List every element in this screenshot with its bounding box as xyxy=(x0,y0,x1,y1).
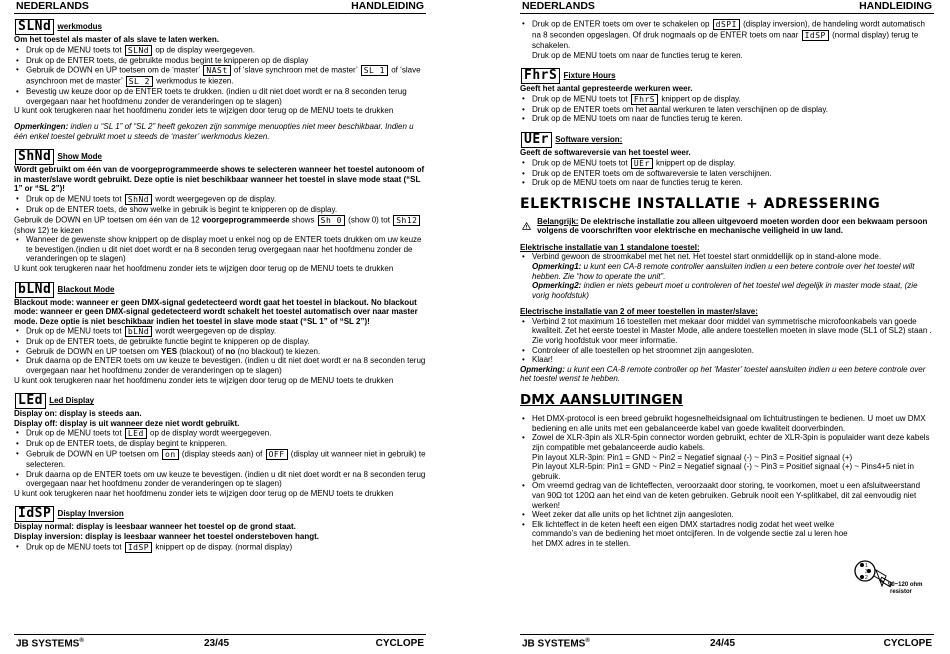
right-content xyxy=(520,19,934,549)
list-item: • Druk op de ENTER toets, de show welke in gebruik is begint te knipperen op de display. xyxy=(26,205,426,215)
list-item: • Druk op de ENTER toets om het aantal werkuren te laten verschijnen op de display. xyxy=(532,105,934,115)
list-item: • Druk op de MENU toets tot IdSP knippert op de dispay. (normal display) xyxy=(26,542,426,553)
page-footer xyxy=(14,634,426,652)
list-item: • Druk op de MENU toets om naar de functies terug te keren. xyxy=(532,178,934,188)
list-item: • Druk op de MENU toets tot LEd op de display wordt weergegeven. xyxy=(26,428,426,439)
bullet-list xyxy=(14,45,426,107)
lcd-icon: SLNd xyxy=(125,45,152,56)
list-item: • Controleer of alle toestellen op het stroomnet zijn aangesloten. xyxy=(532,346,934,356)
chapter-heading: ELEKTRISCHE INSTALLATIE + ADRESSERING xyxy=(520,195,881,212)
list-item: • Klaar! xyxy=(532,355,934,365)
lcd-icon: ShNd xyxy=(125,194,152,205)
list-item: • Het DMX-protocol is een breed gebruikt hogesnelheidsignaal om lichtuitrustingen te bedienen. U moet uw DMX bediening en alle units met een gebalanceerde kabel van goede kwaliteit doorverbinden. xyxy=(532,414,934,433)
section-title: Led Display xyxy=(49,396,95,406)
left-content xyxy=(14,19,426,553)
remark: Opmerking: u kunt een CA-8 remote controller op het ‘Master’ toestel aansluiten indien u een betere controle over het toestel wenst te hebben. xyxy=(520,364,926,384)
bullet-list xyxy=(14,542,426,553)
section-intro: Blackout mode: wanneer er geen DMX-signal gedetecteerd wordt gaat het toestel in blackout. No blackout mode: wanneer er geen DMX-signal gedetecteerd wordt schakelt het toestel automatisch over naar master mode. Deze optie is niet beschikbaar indien het toestel in slave mode staat (“SL 1” of “SL 2”)! xyxy=(14,297,418,326)
lcd-icon: LEd xyxy=(15,393,46,409)
section-intro: Geeft het aantal gepresteerde werkuren weer. xyxy=(520,84,693,94)
right-page xyxy=(520,0,934,654)
page-footer xyxy=(520,634,934,652)
section-title: Blackout Mode xyxy=(57,284,115,294)
list-item: • Druk daarna op de ENTER toets om uw keuze te bevestigen. (indien u dit niet doet wordt er na 8 seconden terug overgegaan naar het hoofdmenu zonder de veranderingen op te slagen) xyxy=(26,470,426,489)
list-item: • Druk op de ENTER toets om over te schakelen op dSPI (display inversion), de handeling wordt automatisch na 8 seconden opgeslagen. Of druk nogmaals op de ENTER toets om naar IdSP (normal display) terug te schakelen. Druk op de MENU toets om naar de functies terug te keren. xyxy=(532,19,934,60)
lcd-icon: on xyxy=(162,449,179,460)
section-fixture-hours xyxy=(520,68,934,124)
list-item: • Druk op de MENU toets tot UEr knippert op de display. xyxy=(532,158,934,169)
list-item: • Druk op de MENU toets tot ShNd wordt weergegeven op de display. xyxy=(26,194,426,205)
list-item: • Druk op de MENU toets tot SLNd op de display weergegeven. xyxy=(26,45,426,56)
list-item: • Elk lichteffect in de keten heeft een eigen DMX startadres nodig zodat het weet welke commando’s van de bediening het moet ontcijferen. In de volgende sectie zal u leren hoe het DMX adres in te stellen. xyxy=(532,520,934,549)
section-title: Software version: xyxy=(555,135,623,145)
section-master-slave xyxy=(520,307,934,384)
footer-model: CYCLOPE xyxy=(883,638,932,649)
header-language: NEDERLANDS xyxy=(522,0,595,12)
footer-brand: JB SYSTEMS® xyxy=(16,638,84,650)
lcd-icon: UEr xyxy=(521,132,552,148)
lcd-icon: LEd xyxy=(125,428,147,439)
bullet-list xyxy=(14,194,426,215)
section-werkmodus xyxy=(14,19,426,141)
footer-model: CYCLOPE xyxy=(375,638,424,649)
resistor-label: resistor xyxy=(890,589,913,595)
lcd-icon: Sh 0 xyxy=(318,215,345,226)
bullet-list xyxy=(14,326,426,375)
bullet-list xyxy=(520,252,934,300)
remark: Opmerkingen: indien u “SL 1” of “SL 2” heeft gekozen zijn sommige menuopties niet meer beschikbaar. Indien u één enkel toestel gebruikt moet u steeds de ‘master’ werkmodus kiezen. xyxy=(14,121,414,141)
bullet-list xyxy=(520,94,934,124)
lcd-icon: FhrS xyxy=(521,68,560,84)
lcd-icon: FhrS xyxy=(631,94,658,105)
list-item: • Druk op de ENTER toets, de gebruikte functie begint te knipperen op de display. xyxy=(26,337,426,347)
subsection-title: Electrische installatie van 2 of meer toestellen in master/slave: xyxy=(520,307,758,317)
lcd-icon: SL 1 xyxy=(361,65,388,76)
section-title: werkmodus xyxy=(57,22,103,32)
footer-brand: JB SYSTEMS® xyxy=(522,638,590,650)
section-intro: Om het toestel als master of als slave te laten werken. xyxy=(14,35,219,44)
lcd-icon: bLNd xyxy=(15,282,54,298)
header-title: HANDLEIDING xyxy=(859,0,932,12)
header-title: HANDLEIDING xyxy=(351,0,424,12)
header-language: NEDERLANDS xyxy=(16,0,89,12)
section-inversion xyxy=(14,506,426,552)
section-software xyxy=(520,132,934,188)
section-title: Display Inversion xyxy=(57,509,124,519)
pin-label: 1 xyxy=(865,563,868,569)
lcd-icon: IdSP xyxy=(125,542,152,553)
page-number: 24/45 xyxy=(710,638,736,649)
lcd-icon: bLNd xyxy=(125,326,152,337)
lcd-icon: SLNd xyxy=(15,19,54,35)
list-item: • Wanneer de gewenste show knippert op de display moet u enkel nog op de ENTER toets drukken om uw keuze te bevestigen.(indien u dit niet doet wordt er na 8 seconden terug overgegaan naar het hoofdmenu zonder de veranderingen op te slagen) xyxy=(26,235,426,264)
resistor-label: 90~120 ohm xyxy=(888,582,923,588)
lcd-icon: IdSP xyxy=(15,506,54,522)
bullet-list xyxy=(14,428,426,488)
list-item: • Zowel de XLR-3pin als XLR-5pin connector worden gebruikt, echter de XLR-3pin is populaider want deze kabels zijn compatible met gebalanceerde audio kabels. Pin layout XLR-3pin: Pin1 = GND ~ Pin2 = Negatief signaal (-) ~ Pin3 = Positief signaal (+) Pin layout XLR-5pin: Pin1 = GND ~ Pin2 = Negatief signaal (-) ~ Pin3 = Positief signaal (+) ~ Pins4+5 niet in gebruik. xyxy=(532,433,934,481)
back-note: U kunt ook terugkeren naar het hoofdmenu zonder iets te wijzigen door terug op de MENU toets te drukken xyxy=(14,488,394,498)
warning-box xyxy=(522,217,934,236)
page-header xyxy=(520,0,934,14)
list-item: • Weet zeker dat alle units op het lichtnet zijn aangesloten. xyxy=(532,510,934,520)
subsection-title: Elektrische installatie van 1 standalone toestel: xyxy=(520,242,700,252)
warning-text: Belangrijk: De elektrische installatie zou alleen uitgevoerd moeten worden door een bekwaam persoon volgens de voorschriften voor elektrische en mechanische veiligheid in uw land. xyxy=(537,216,928,236)
section-title: Fixture Hours xyxy=(563,71,616,81)
page-number: 23/45 xyxy=(204,638,230,649)
list-item: • Gebruik de DOWN en UP toetsen om de ‘master’ NASt of ‘slave synchroon met de master’ SL 1 of ‘slave asynchroon met de master’ SL 2 werkmodus te kiezen. xyxy=(26,65,426,87)
page-header xyxy=(14,0,426,14)
list-item: • Druk op de ENTER toets, de gebruikte modus begint te knipperen op de display xyxy=(26,56,426,66)
section-intro: Display inversion: display is leesbaar wanneer het toestel ondersteboven hangt. xyxy=(14,532,319,541)
chapter-heading: DMX AANSLUITINGEN xyxy=(520,392,683,409)
left-page xyxy=(14,0,426,654)
section-title: Show Mode xyxy=(57,152,102,162)
section-intro: Display off: display is uit wanneer deze niet wordt gebruikt. xyxy=(14,418,240,428)
bullet-list xyxy=(520,158,934,188)
section-standalone xyxy=(520,243,934,301)
list-item: • Gebruik de DOWN en UP toetsen om YES (blackout) of no (no blackout) te kiezen. xyxy=(26,347,426,357)
list-item: • Druk op de MENU toets tot bLNd wordt weergegeven op de display. xyxy=(26,326,426,337)
lcd-icon: NASt xyxy=(203,65,230,76)
list-item: • Verbind 2 tot maximum 16 toestellen met mekaar door middel van symmetrische microfoonkabels van goede kwaliteit. Zet het eerste toestel in Master Mode, alle andere toestellen moeten in slave mode (SL1 of SL2) staan . Zie vorig hoofdstuk voor meer informatie. xyxy=(532,317,934,346)
list-item: • Druk daarna op de ENTER toets om uw keuze te bevestigen. (indien u dit niet doet wordt er na 8 seconden terug overgegaan naar het hoofdmenu zonder de veranderingen op te slagen) xyxy=(26,356,426,375)
section-intro: Display normal: display is leesbaar wanneer het toestel op de grond staat. xyxy=(14,522,296,532)
lcd-icon: dSPI xyxy=(713,19,740,30)
lcd-icon: SL 2 xyxy=(126,76,153,87)
back-note: U kunt ook terugkeren naar het hoofdmenu zonder iets te wijzigen door terug op de MENU toets te drukken xyxy=(14,375,394,385)
section-intro: Display on: display is steeds aan. xyxy=(14,409,142,419)
section-intro: Geeft de softwareversie van het toestel weer. xyxy=(520,147,691,157)
lcd-icon: ShNd xyxy=(15,149,54,165)
section-showmode xyxy=(14,149,426,273)
pin-label: 3 xyxy=(865,569,868,575)
bullet-list xyxy=(520,317,934,365)
section-intro: Wordt gebruikt om één van de voorgeprogrammeerde shows te selecteren wanneer het toestel autonoom of in master/slave wordt gebruikt. Deze optie is niet beschikbaar wanneer het toestel in slave mode staat (“SL 1” or “SL 2”)! xyxy=(14,165,425,194)
list-item: • Om vreemd gedrag van de lichteffecten, veroorzaakt door storing, te voorkomen, moet u een afsluitweerstand van 90Ω tot 120Ω aan het eind van de keten gebruiken. Gebruik nooit een Y-splitkabel, dit zal eenvoudig niet werken! xyxy=(532,481,934,510)
list-item: • Gebruik de DOWN en UP toetsen om on (display steeds aan) of OFF (display uit wanneer niet in gebruik) te selecteren. xyxy=(26,449,426,470)
bullet-list xyxy=(520,414,934,548)
list-item: • Verbind gewoon de stroomkabel met het net. Het toestel start onmiddellijk op in stand-alone mode. Opmerking1: u kunt een CA-8 remote controller aansluiten indien u een betere controle over het toestel wilt hebben. Zie “how to operate the unit”. Opmerking2: indien er niets gebeurt moet u controleren of het toestel wel degelijk in master mode staat, (zie vorig hoofdstuk) xyxy=(532,252,934,300)
list-item: • Druk op de MENU toets tot FhrS knippert op de display. xyxy=(532,94,934,105)
list-item: • Druk op de ENTER toets om de softwareversie te laten verschijnen. xyxy=(532,169,934,179)
pin-label: 2 xyxy=(865,575,868,581)
bullet-list xyxy=(14,235,426,264)
back-note: U kunt ook terugkeren naar het hoofdmenu zonder iets te wijzigen door terug op de MENU toets te drukken xyxy=(14,106,394,116)
bullet-list xyxy=(520,19,934,60)
warning-icon xyxy=(522,219,531,233)
lcd-icon: OFF xyxy=(266,449,288,460)
section-led xyxy=(14,393,426,498)
paragraph: Gebruik de DOWN en UP toetsen om één van de 12 voorgeprogrammeerde shows Sh 0 (show 0) tot Sh12 (show 12) te kiezen xyxy=(14,215,426,236)
back-note: U kunt ook terugkeren naar het hoofdmenu zonder iets te wijzigen door terug op de MENU toets te drukken xyxy=(14,263,394,273)
section-blackout xyxy=(14,282,426,386)
list-item: • Bevestig uw keuze door op de ENTER toets te drukken. (indien u dit niet doet wordt er na 8 seconden terug overgegaan naar het hoofdmenu zonder de veranderingen op te slagen) xyxy=(26,87,426,106)
lcd-icon: IdSP xyxy=(802,30,829,41)
xlr-terminator-icon xyxy=(854,556,929,596)
lcd-icon: UEr xyxy=(631,158,653,169)
lcd-icon: Sh12 xyxy=(393,215,420,226)
list-item: • Druk op de MENU toets om naar de functies terug te keren. xyxy=(532,114,934,124)
list-item: • Druk op de ENTER toets, de display begint te knipperen. xyxy=(26,439,426,449)
